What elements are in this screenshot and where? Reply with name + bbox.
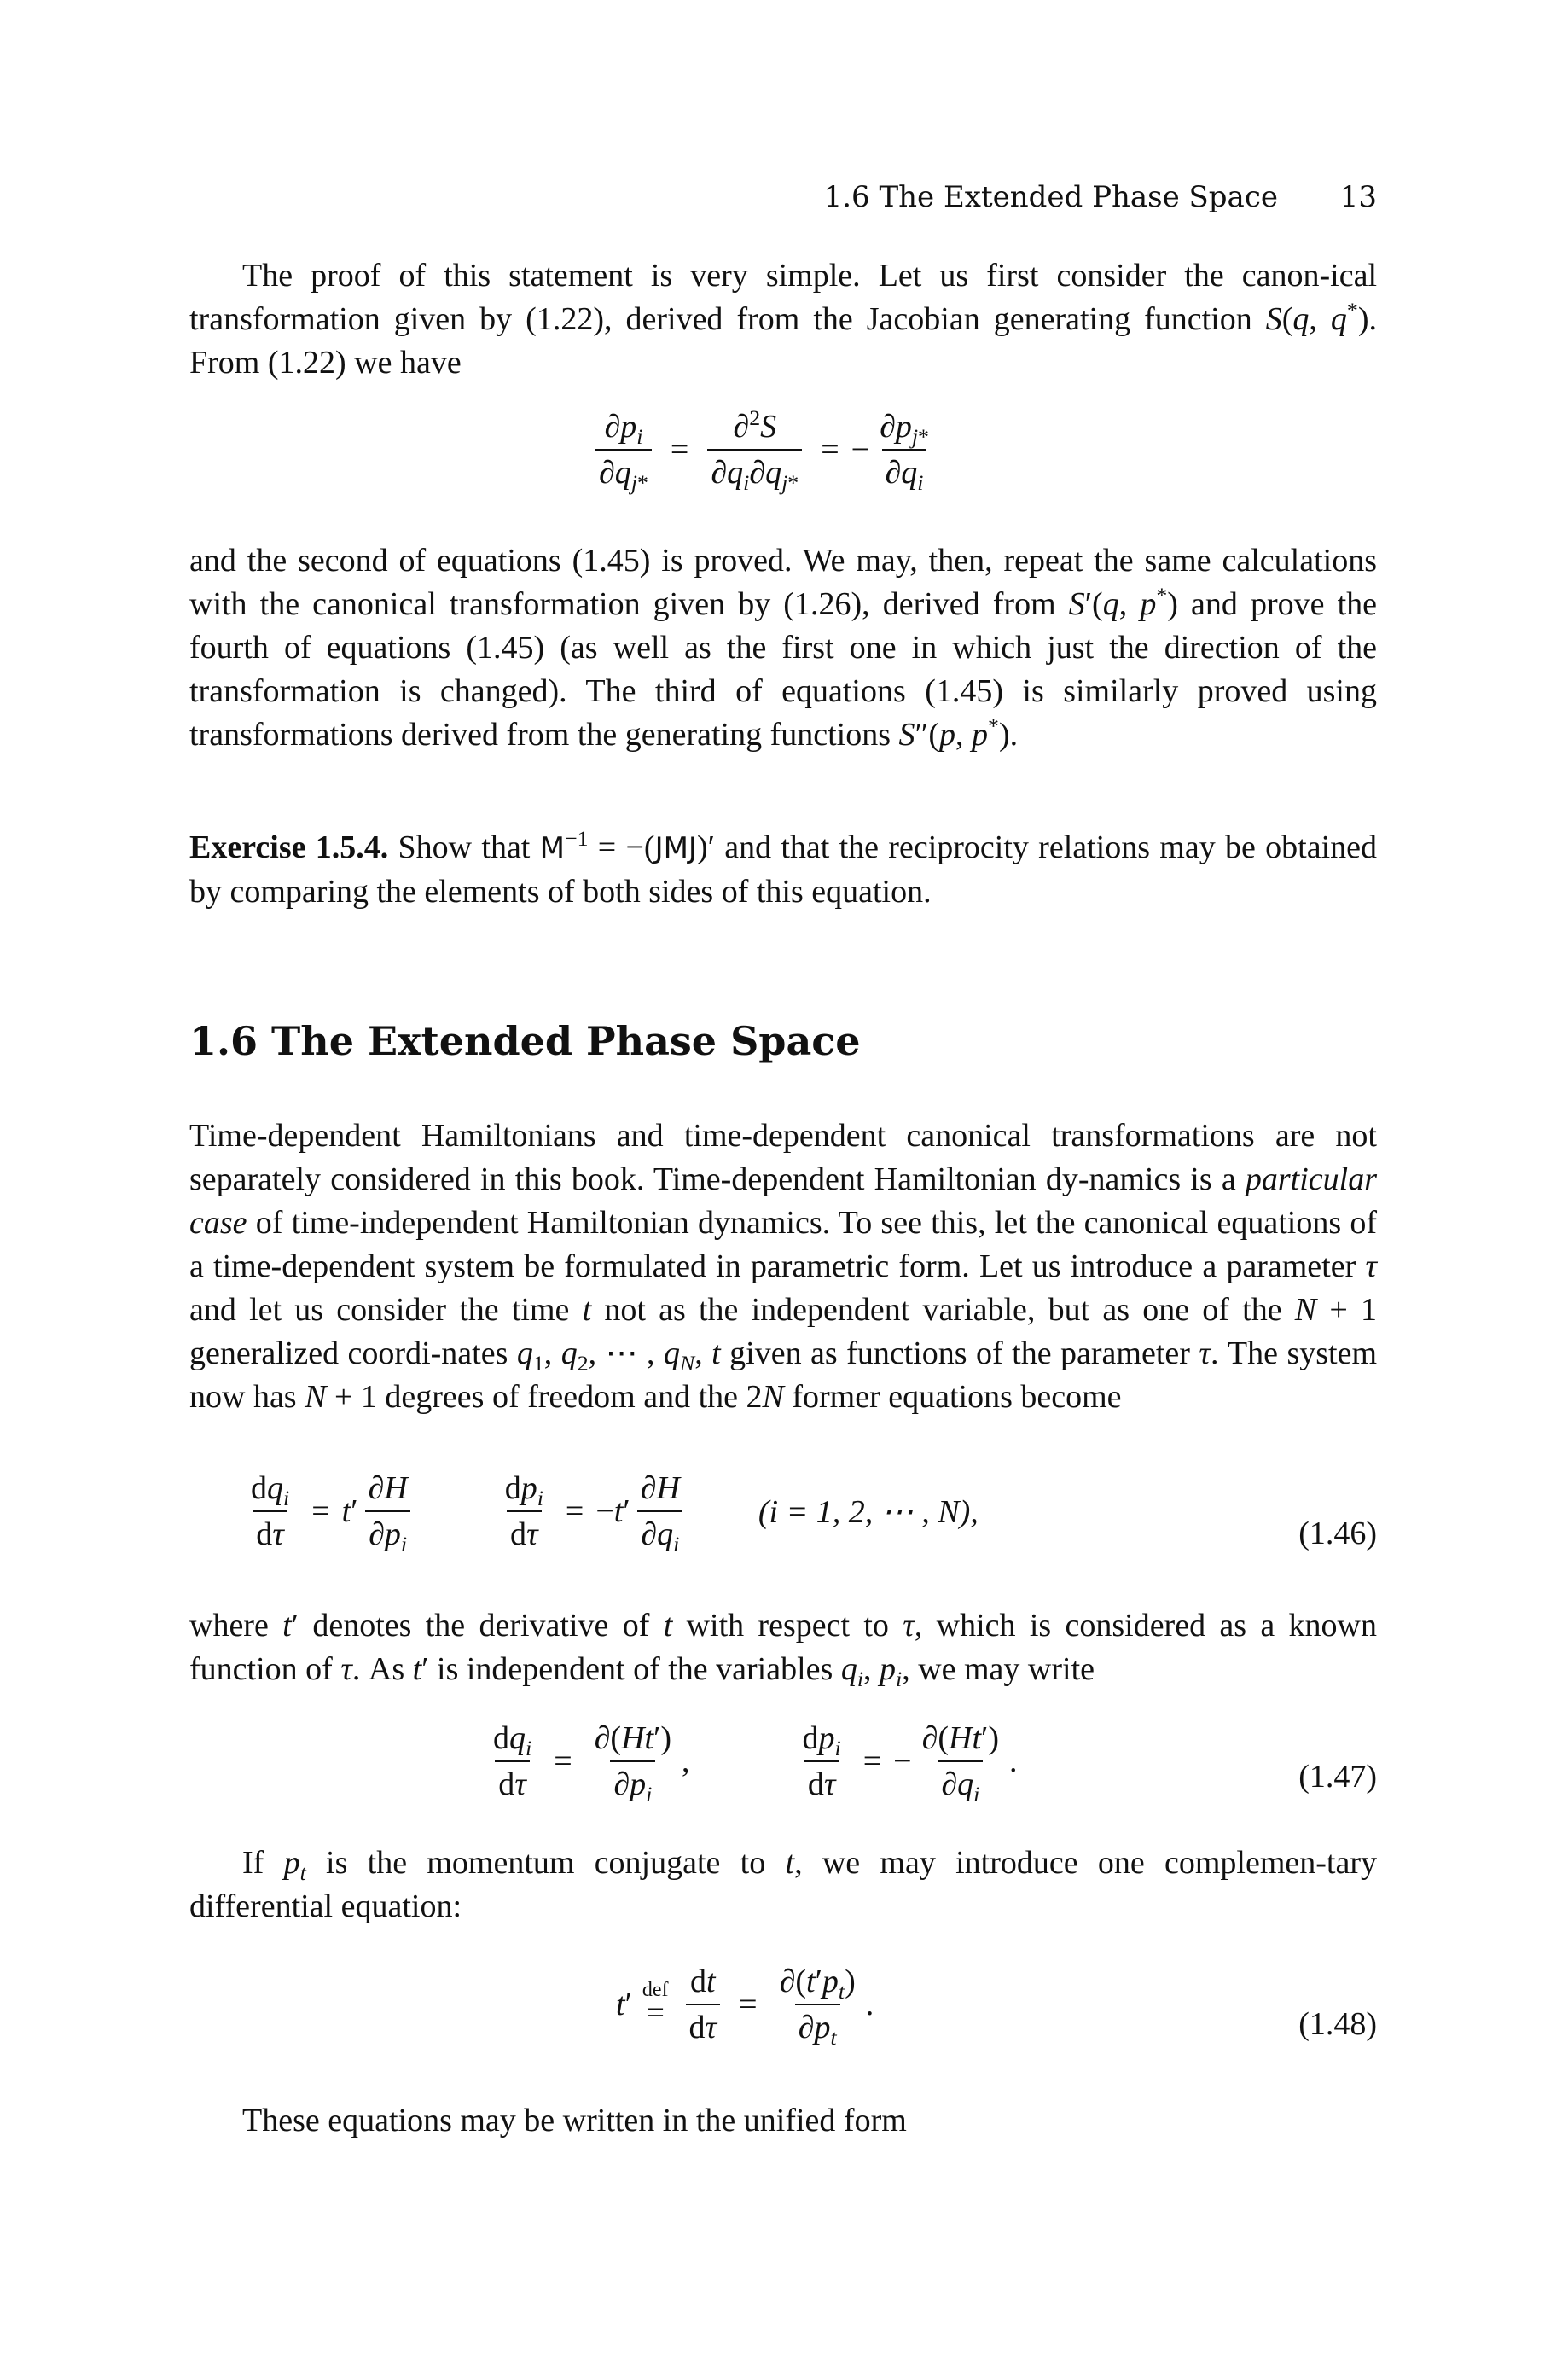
paragraph-derivative: where t′ denotes the derivative of t with respect to τ, which is considered as a known function of τ. As t′ is independent of the variables $q_i$, $p_i$, we may write [189, 1608, 1377, 1691]
header-section-title: 1.6 The Extended Phase Space [823, 180, 1278, 214]
equation-number-1-48: (1.48) [1298, 2006, 1377, 2042]
equation-number-1-47: (1.47) [1298, 1759, 1377, 1795]
exercise-1-5-4: Exercise 1.5.4. Show that $M^{-1} = -(JMJ)'$ and that the reciprocity relations may be obtained by comparing the elements of both sides of this equation. [189, 825, 1377, 910]
equation-1-46: $\frac{dq_i}{d\tau}$ = t ′ $\frac{\partial H}{\partial p_i}$ $\frac{dp_i}{d\tau}$ = − t ′ $\frac{\partial H}{\partial q_i}$ (i = 1, 2, ⋯ , N), [251, 1470, 979, 1556]
equation-index-range: (i = 1, 2, ⋯ , N), [758, 1493, 979, 1530]
paragraph-proof-intro: The proof of this statement is very simple. Let us first consider the canon-ical transformation given by (1.22), derived from the Jacobian generating function S(q, q*). From (1.22) we have [189, 258, 1377, 381]
paragraph-momentum-conjugate: If $p_t$ is the momentum conjugate to t, we may introduce one complemen-tary differential equation: [189, 1845, 1377, 1924]
equation-1-47: $\frac{dq_i}{d\tau}$ = $\frac{\partial(Ht')}{\partial p_i}$ , $\frac{dp_i}{d\tau}$ = − $\frac{\partial(Ht')}{\partial q_i}$ . [493, 1720, 1018, 1807]
equation-reciprocity: $\frac{\partial p_i}{\partial q_{j*}}$ = $\frac{\partial^2S}{\partial q_i\partial q_{j*}}$ = − $\frac{\partial p_{j*}}{\partial q_i}$ [589, 408, 939, 492]
page-number: 13 [1339, 180, 1377, 214]
paragraph-time-dependent: Time-dependent Hamiltonians and time-dependent canonical transformations are not separately considered in this book. Time-dependent Hamiltonian dy-namics is a particular case of time-independent Hamiltonian dynamics. To see this, let the canonical equations of a time-dependent system be formulated in parametric form. Let us introduce a parameter τ and let us consider the time t not as the independent variable, but as one of the N + 1 generalized coordi-nates $q_1$, $q_2$, ⋯ , $q_N$, t given as functions of the parameter τ. The system now has N + 1 degrees of freedom and the 2N former equations become [189, 1118, 1378, 1415]
equation-number-1-46: (1.46) [1298, 1516, 1377, 1551]
running-header [189, 177, 1377, 218]
paragraph-proof-continued: and the second of equations (1.45) is proved. We may, then, repeat the same calculations with the canonical transformation given by (1.26), derived from S′(q, p*) and prove the fourth of equations (1.45) (as well as the first one in which just the direction of the transformation is changed). The third of equations (1.45) is similarly proved using transformations derived from the generating functions S″(p, p*). [189, 543, 1378, 753]
exercise-label: Exercise 1.5.4. [189, 829, 389, 865]
paragraph-unified-form: These equations may be written in the unified form [242, 2103, 907, 2138]
section-heading: 1.6 The Extended Phase Space [189, 1018, 861, 1064]
equation-1-48: t ′ def = $\frac{dt}{d\tau}$ = $\frac{\partial(t'p_t)}{\partial p_t}$ . [616, 1964, 874, 2050]
